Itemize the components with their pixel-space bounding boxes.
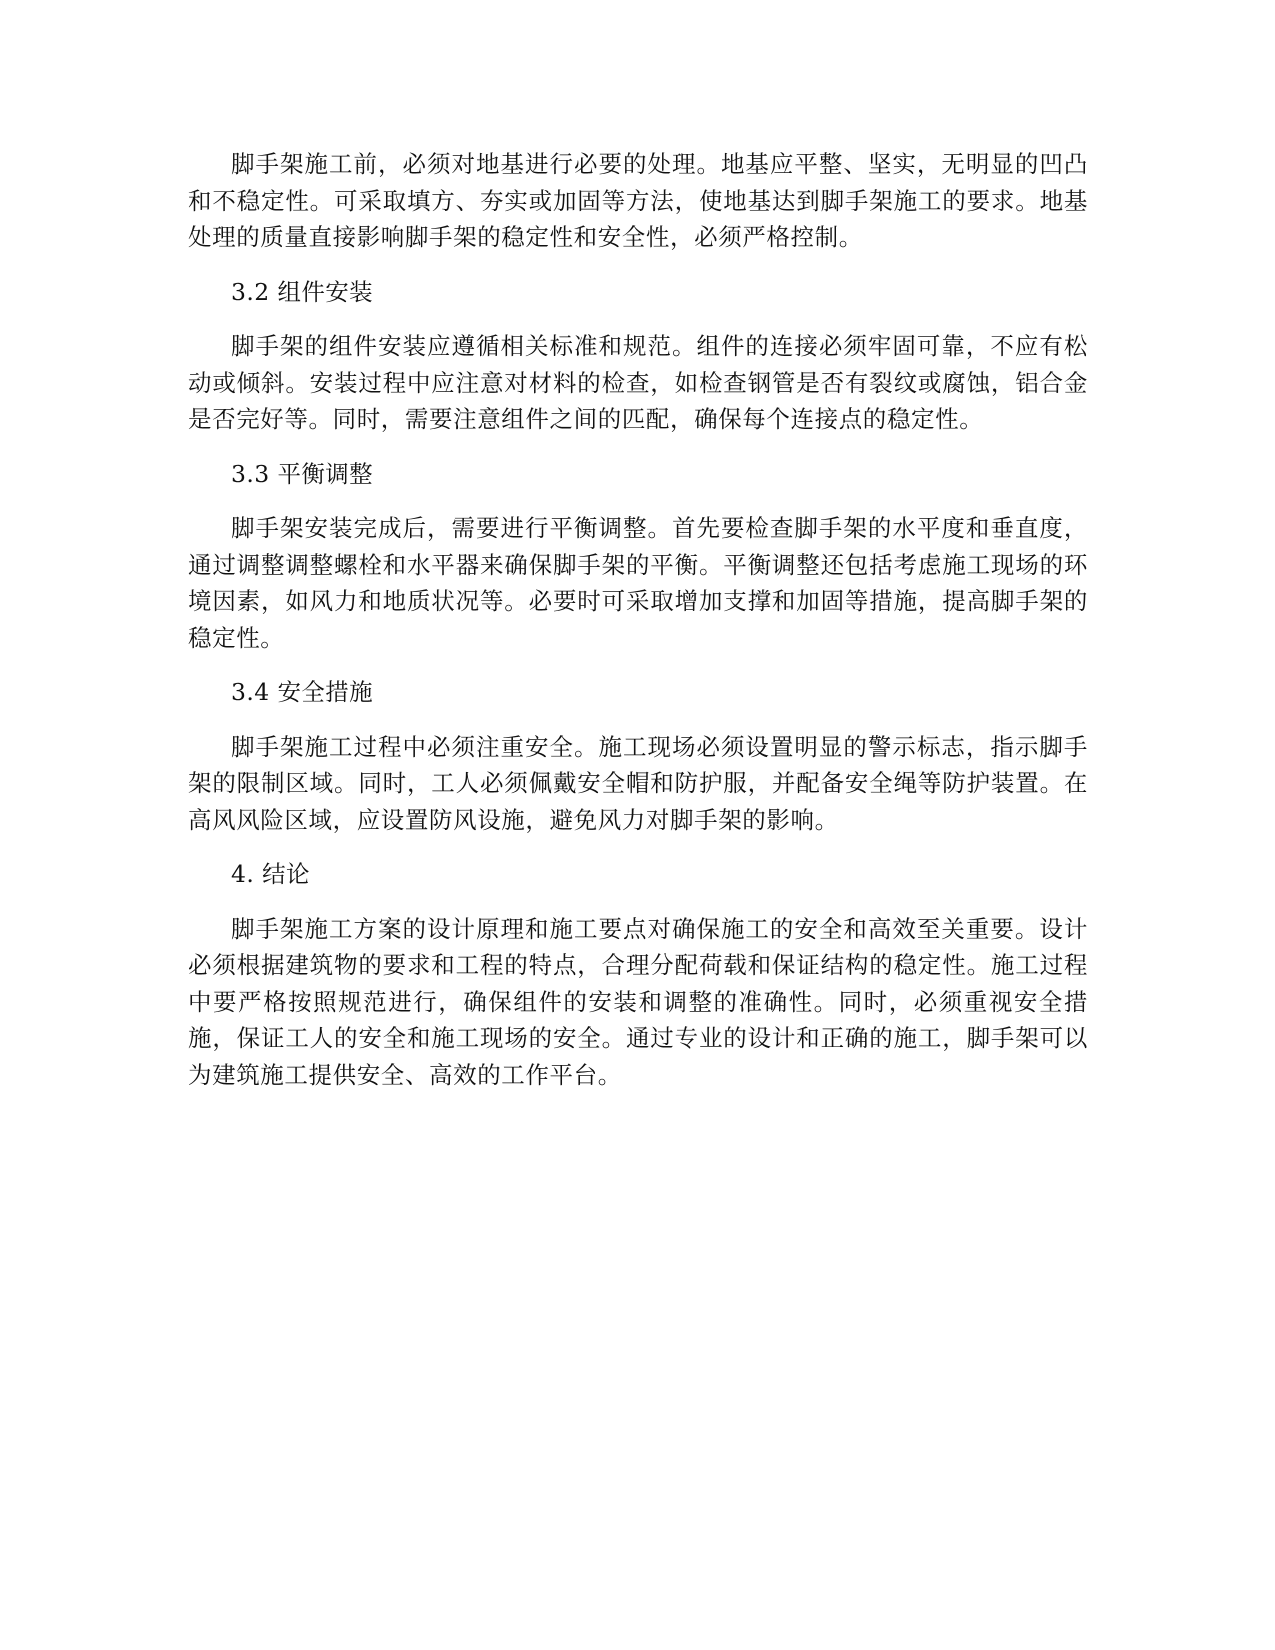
paragraph-conclusion: 脚手架施工方案的设计原理和施工要点对确保施工的安全和高效至关重要。设计必须根据建筑物的要求和工程的特点，合理分配荷载和保证结构的稳定性。施工过程中要严格按照规范进行，确保组件的安装和调整的准确性。同时，必须重视安全措施，保证工人的安全和施工现场的安全。通过专业的设计和正确的施工，脚手架可以为建筑施工提供安全、高效的工作平台。 (188, 914, 1088, 1089)
section-heading-3-3: 3.3 平衡调整 (231, 459, 374, 488)
document-body (188, 146, 1088, 1111)
section-heading-4: 4. 结论 (231, 860, 310, 888)
paragraph-balance-adjustment: 脚手架安装完成后，需要进行平衡调整。首先要检查脚手架的水平度和垂直度，通过调整调整螺栓和水平器来确保脚手架的平衡。平衡调整还包括考虑施工现场的环境因素，如风力和地质状况等。必要时可采取增加支撑和加固等措施，提高脚手架的稳定性。 (188, 514, 1088, 652)
paragraph-component-installation: 脚手架的组件安装应遵循相关标准和规范。组件的连接必须牢固可靠，不应有松动或倾斜。安装过程中应注意对材料的检查，如检查钢管是否有裂纹或腐蚀，铝合金是否完好等。同时，需要注意组件之间的匹配，确保每个连接点的稳定性。 (188, 332, 1088, 433)
section-heading-3-2: 3.2 组件安装 (231, 277, 374, 306)
paragraph-foundation-treatment: 脚手架施工前，必须对地基进行必要的处理。地基应平整、坚实，无明显的凹凸和不稳定性。可采取填方、夯实或加固等方法，使地基达到脚手架施工的要求。地基处理的质量直接影响脚手架的稳定性和安全性，必须严格控制。 (188, 150, 1088, 251)
paragraph-safety-measures: 脚手架施工过程中必须注重安全。施工现场必须设置明显的警示标志，指示脚手架的限制区域。同时，工人必须佩戴安全帽和防护服，并配备安全绳等防护装置。在高风风险区域，应设置防风设施，避免风力对脚手架的影响。 (188, 732, 1088, 834)
section-heading-3-4: 3.4 安全措施 (231, 678, 374, 706)
